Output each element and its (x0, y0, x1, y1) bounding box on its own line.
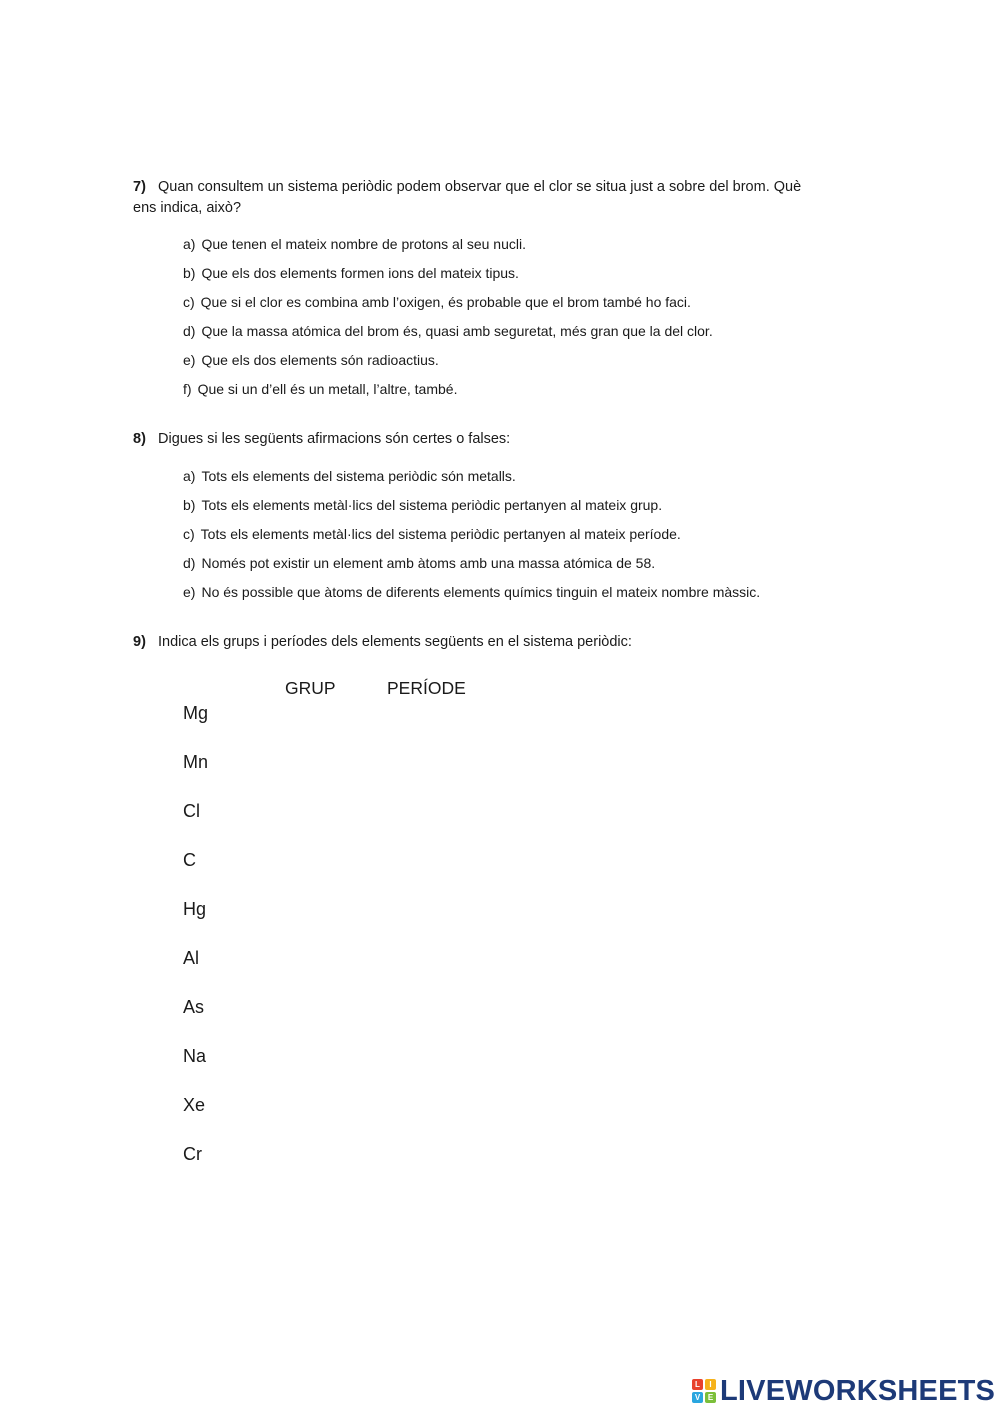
option-a: a) Que tenen el mateix nombre de protons al seu nucli. (183, 236, 526, 252)
logo-grid-icon: L I V E (692, 1379, 716, 1403)
question-7 (133, 177, 823, 219)
element-row: Cl (183, 801, 200, 821)
element-row: C (183, 850, 196, 870)
statement-d: d) Només pot existir un element amb àtoms amb una massa atómica de 58. (183, 555, 656, 571)
element-row: Mn (183, 752, 209, 772)
option-b: b) Que els dos elements formen ions del mateix tipus. (183, 265, 519, 281)
question-text: Digues si les següents afirmacions són certes o falses: (158, 431, 511, 447)
option-c: c) Que si el clor es combina amb l’oxigen, és probable que el brom també ho faci. (183, 294, 691, 310)
element-row: Al (183, 948, 200, 968)
option-f: f) Que si un d’ell és un metall, l’altre, també. (183, 381, 458, 397)
question-number: 8) (133, 431, 146, 447)
element-row: Cr (183, 1144, 202, 1164)
column-header-group: GRUP (285, 678, 336, 698)
question-text: Indica els grups i períodes dels elements següents en el sistema periòdic: (158, 634, 632, 650)
statement-b: b) Tots els elements metàl·lics del sistema periòdic pertanyen al mateix grup. (183, 497, 663, 513)
option-e: e) Que els dos elements són radioactius. (183, 352, 439, 368)
question-9 (133, 632, 823, 653)
liveworksheets-logo (692, 1374, 995, 1408)
statement-e: e) No és possible que àtoms de diferents elements químics tinguin el mateix nombre màssic. (183, 584, 761, 600)
element-row: Hg (183, 899, 207, 919)
statement-a: a) Tots els elements del sistema periòdic són metalls. (183, 468, 516, 484)
statement-c: c) Tots els elements metàl·lics del sistema periòdic pertanyen al mateix període. (183, 526, 681, 542)
element-row: As (183, 997, 205, 1017)
question-number: 9) (133, 634, 146, 650)
element-row: Xe (183, 1095, 206, 1115)
question-8 (133, 429, 823, 450)
brand-name: LIVEWORKSHEETS (720, 1374, 996, 1407)
element-row: Na (183, 1046, 207, 1066)
question-number: 7) (133, 179, 146, 195)
question-text: Quan consultem un sistema periòdic podem observar que el clor se situa just a sobre del brom. Què ens indica, això? (133, 179, 802, 216)
element-row: Mg (183, 703, 209, 723)
option-d: d) Que la massa atómica del brom és, quasi amb seguretat, més gran que la del clor. (183, 323, 713, 339)
column-header-period: PERÍODE (387, 678, 466, 698)
